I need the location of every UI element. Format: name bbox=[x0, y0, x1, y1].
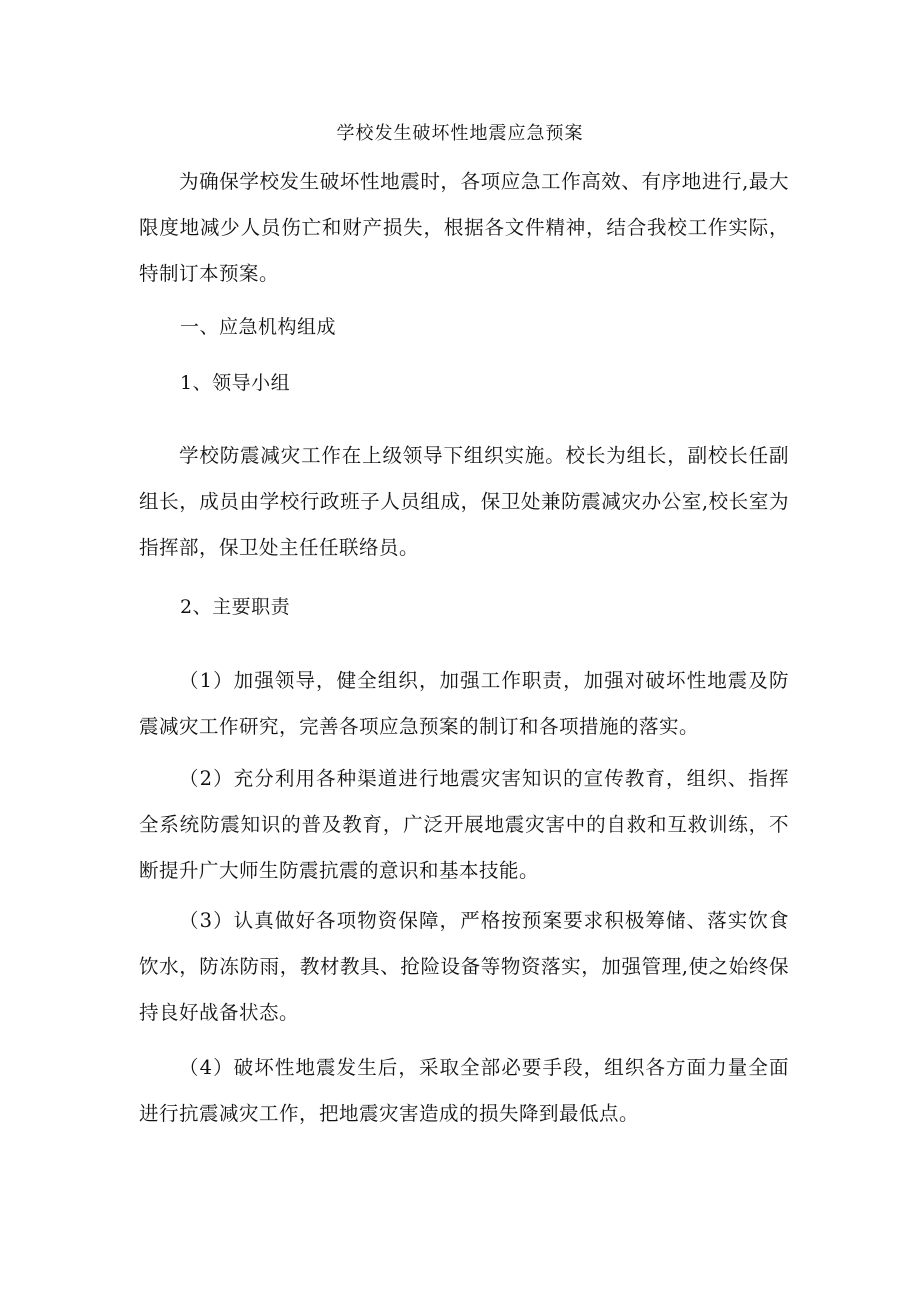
leadership-group-paragraph: 学校防震减灾工作在上级领导下组织实施。校长为组长，副校长任副组长，成员由学校行政班子人员组成，保卫处兼防震减灾办公室,校长室为指挥部，保卫处主任任联络员。 bbox=[139, 444, 789, 559]
duty-paragraph-2: （2）充分利用各种渠道进行地震灾害知识的宣传教育，组织、指挥全系统防震知识的普及教育，广泛开展地震灾害中的自救和互救训练，不断提升广大师生防震抗震的意识和基本技能。 bbox=[139, 767, 789, 882]
section-heading-organization: 一、应急机构组成 bbox=[180, 316, 337, 338]
subsection-heading-leadership-group: 1、领导小组 bbox=[180, 372, 291, 394]
subsection-heading-main-duties: 2、主要职责 bbox=[180, 596, 291, 618]
duty-paragraph-1: （1）加强领导，健全组织，加强工作职责，加强对破坏性地震及防震减灾工作研究，完善各项应急预案的制订和各项措施的落实。 bbox=[139, 669, 789, 738]
document-title: 学校发生破坏性地震应急预案 bbox=[336, 123, 584, 144]
duty-paragraph-3: （3）认真做好各项物资保障，严格按预案要求积极筹储、落实饮食饮水，防冻防雨，教材教具、抢险设备等物资落实，加强管理,使之始终保持良好战备状态。 bbox=[139, 909, 789, 1024]
intro-paragraph: 为确保学校发生破坏性地震时，各项应急工作高效、有序地进行,最大限度地减少人员伤亡和财产损失，根据各文件精神，结合我校工作实际，特制订本预案。 bbox=[139, 170, 789, 285]
duty-paragraph-4: （4）破坏性地震发生后，采取全部必要手段，组织各方面力量全面进行抗震减灾工作，把地震灾害造成的损失降到最低点。 bbox=[139, 1056, 789, 1125]
